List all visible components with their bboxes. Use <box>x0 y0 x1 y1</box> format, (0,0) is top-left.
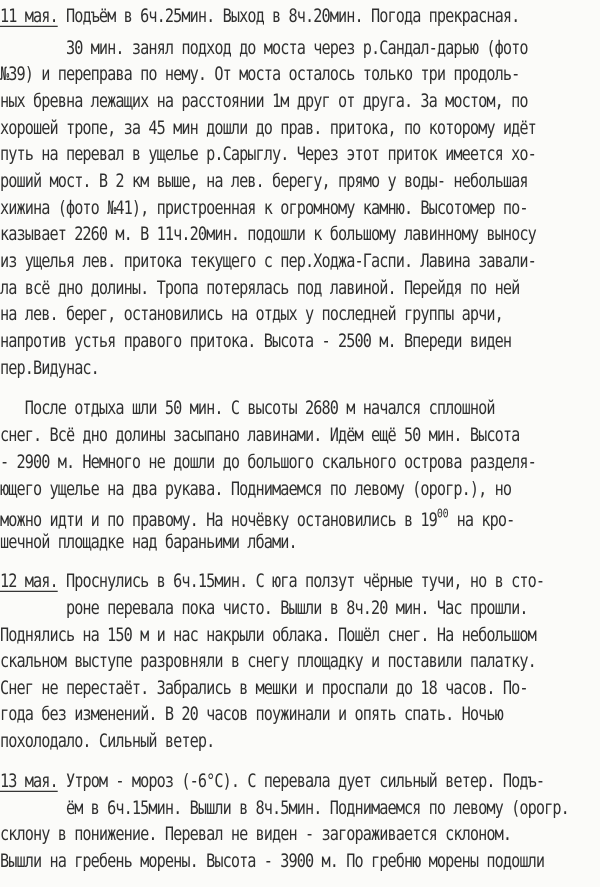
line-text: Вышли на гребень морены. Высота - 3900 м. По гребню морены подошли <box>0 850 545 872</box>
line-text: склону в понижение. Перевал не виден - загораживается склоном. <box>0 823 512 845</box>
line-text: пер.Видунас. <box>0 357 99 379</box>
diary-line <box>0 823 511 845</box>
diary-line <box>0 570 544 592</box>
line-text: шечной площадке над бараньими лбами. <box>0 531 297 553</box>
entry-date: 11 мая. <box>0 5 58 27</box>
line-text: ла всё дно долины. Тропа потерялась под лавиной. Перейдя по ней <box>0 277 520 299</box>
line-text: хижина (фото №41), пристроенная к огромному камню. Высотомер по- <box>0 197 528 219</box>
diary-line <box>0 170 528 192</box>
line-text: ём в 6ч.15мин. Вышли в 8ч.5мин. Поднимаемся по левому (орогр. <box>0 797 569 819</box>
diary-line <box>0 90 528 112</box>
line-text: скальном выступе разровняли в снегу площадку и поставили палатку. <box>0 650 536 672</box>
diary-line <box>0 397 495 419</box>
diary-line <box>0 478 511 500</box>
diary-line <box>0 850 544 872</box>
line-text: на лев. берег, остановились на отдых у последней группы арчи, <box>0 303 503 325</box>
diary-line <box>0 797 569 819</box>
diary-line <box>0 303 503 325</box>
diary-line <box>0 143 536 165</box>
diary-line <box>0 223 536 245</box>
line-text: напротив устья правого притока. Высота - 2500 м. Впереди виден <box>0 330 512 352</box>
diary-line <box>0 504 514 531</box>
diary-line <box>0 650 536 672</box>
line-text: роне перевала пока чисто. Вышли в 8ч.20 мин. Час прошли. <box>0 597 528 619</box>
line-text: снег. Всё дно долины засыпано лавинами. Идём ещё 50 мин. Высота <box>0 424 520 446</box>
diary-line <box>0 424 519 446</box>
diary-line <box>0 330 511 352</box>
line-text: 30 мин. занял подход до моста через р.Сандал-дарью (фото <box>0 37 528 59</box>
diary-line <box>0 250 536 272</box>
diary-line <box>0 730 214 752</box>
line-text: ных бревна лежащих на расстоянии 1м друг от друга. За мостом, по <box>0 90 528 112</box>
diary-line <box>0 677 528 699</box>
time-superscript: 00 <box>436 507 449 522</box>
line-text: похолодало. Сильный ветер. <box>0 730 215 752</box>
entry-date: 13 мая. <box>0 770 58 792</box>
line-text: можно идти и по правому. На ночёвку остановились в $19^{00}$ на кро- <box>0 507 515 531</box>
diary-line <box>0 703 503 725</box>
line-text: Поднялись на 150 м и нас накрыли облака. Пошёл снег. На небольшом <box>0 624 536 646</box>
line-text: После отдыха шли 50 мин. С высоты 2680 м начался сплошной <box>0 397 495 419</box>
line-text: из ущелья лев. притока текущего с пер.Ходжа-Гаспи. Лавина завали- <box>0 250 536 272</box>
diary-line <box>0 5 519 27</box>
line-text: путь на перевал в ущелье р.Сарыглу. Через этот приток имеется хо- <box>0 143 536 165</box>
diary-line <box>0 197 528 219</box>
line-text: казывает 2260 м. В 11ч.20мин. подошли к большому лавинному выносу <box>0 223 536 245</box>
line-text: Утром - мороз (-6°C). С перевала дует сильный ветер. Подъ- <box>57 770 545 792</box>
diary-line <box>0 531 297 553</box>
line-text: хорошей тропе, за 45 мин дошли до прав. притока, по которому идёт <box>0 117 536 139</box>
line-text: Снег не перестаёт. Забрались в мешки и проспали до 18 часов. По- <box>0 677 528 699</box>
line-text: - 2900 м. Немного не дошли до большого скального острова разделя- <box>0 451 536 473</box>
diary-line <box>0 37 528 59</box>
line-text: Подъём в 6ч.25мин. Выход в 8ч.20мин. Погода прекрасная. <box>57 5 520 27</box>
diary-line <box>0 770 544 792</box>
line-text: года без изменений. В 20 часов поужинали и опять спать. Ночью <box>0 703 503 725</box>
entry-date: 12 мая. <box>0 570 58 592</box>
line-text: роший мост. В 2 км выше, на лев. берегу, прямо у воды- небольшая <box>0 170 528 192</box>
diary-line <box>0 277 519 299</box>
line-text: Проснулись в 6ч.15мин. С юга ползут чёрные тучи, но в сто- <box>57 570 545 592</box>
diary-line <box>0 357 99 379</box>
line-text: №39) и переправа по нему. От моста осталось только три продоль- <box>0 63 520 85</box>
line-text: ющего ущелье на два рукава. Поднимаемся по левому (орогр.), но <box>0 478 512 500</box>
diary-line <box>0 597 528 619</box>
diary-line <box>0 117 536 139</box>
diary-line <box>0 63 519 85</box>
diary-line <box>0 624 536 646</box>
diary-line <box>0 451 536 473</box>
